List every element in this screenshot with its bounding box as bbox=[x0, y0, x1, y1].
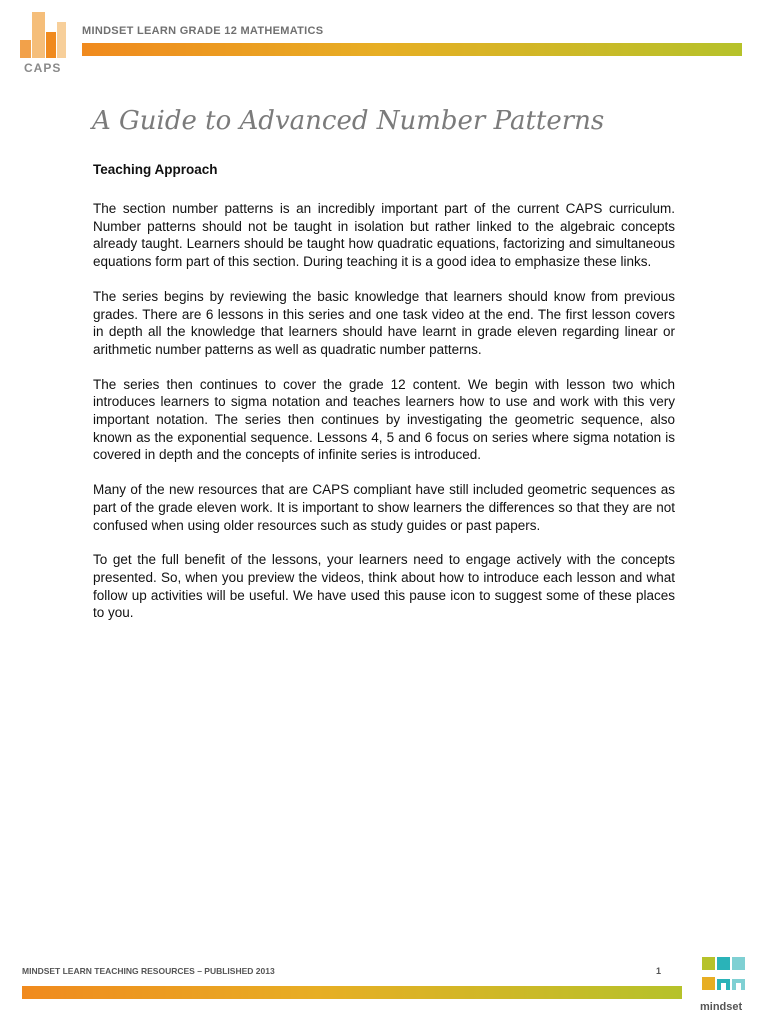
mindset-logo-icon bbox=[700, 955, 748, 999]
caps-bars-icon bbox=[20, 12, 66, 58]
header-gradient-bar bbox=[82, 43, 742, 56]
paragraph: The series then continues to cover the grade 12 content. We begin with lesson two which introduces learners to sigma notation and teaches learners how to use and work with this very important notation. The series then continues by investigating the geometric sequence, also known as the exponential sequence. Lessons 4, 5 and 6 focus on series where sigma notation is covered in depth and the concepts of infinite series is introduced. bbox=[93, 376, 675, 463]
paragraph: The series begins by reviewing the basic knowledge that learners should know from previous grades. There are 6 lessons in this series and one task video at the end. The first lesson covers in depth all the knowledge that learners should have learnt in grade eleven regarding linear or arithmetic number patterns as well as quadratic number patterns. bbox=[93, 288, 675, 357]
mindset-wordmark: mindset bbox=[700, 1001, 743, 1013]
footer-gradient-bar bbox=[22, 986, 682, 999]
page-number: 1 bbox=[656, 966, 662, 976]
paragraph: To get the full benefit of the lessons, your learners need to engage actively with the concepts presented. So, when you preview the videos, think about how to introduce each lesson and what follow up activities will be useful. We have used this pause icon to suggest some of these places to you. bbox=[93, 552, 675, 621]
mindset-logo bbox=[700, 955, 760, 1017]
section-heading: Teaching Approach bbox=[93, 162, 218, 177]
paragraph: Many of the new resources that are CAPS compliant have still included geometric sequences as part of the grade eleven work. It is important to show learners the differences so that they are not confused when using older resources such as study guides or past papers. bbox=[93, 482, 675, 533]
footer-text: MINDSET LEARN TEACHING RESOURCES – PUBLISHED 2013 bbox=[22, 966, 275, 976]
caps-logo-text: CAPS bbox=[24, 61, 62, 75]
header-title: MINDSET LEARN GRADE 12 MATHEMATICS bbox=[82, 25, 324, 37]
caps-logo bbox=[20, 12, 72, 76]
body-text bbox=[93, 200, 675, 639]
paragraph: The section number patterns is an incredibly important part of the current CAPS curriculum. Number patterns should not be taught in isolation but rather linked to the algebraic concepts already taught. Learners should be taught how quadratic equations, factorizing and simultaneous equations form part of this section. During teaching it is a good idea to emphasize these links. bbox=[93, 201, 675, 270]
document-title: A Guide to Advanced Number Patterns bbox=[92, 106, 605, 136]
